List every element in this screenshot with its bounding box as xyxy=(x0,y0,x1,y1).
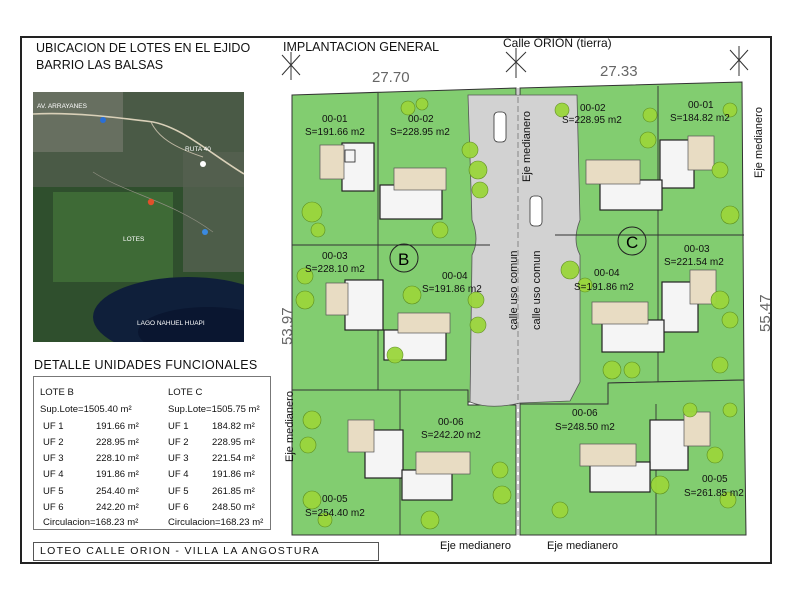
lote-b-uf: UF 4 xyxy=(43,469,64,480)
unit-c6-area: S=248.50 m2 xyxy=(555,422,615,433)
implantacion-title: IMPLANTACION GENERAL xyxy=(283,40,440,54)
lote-b-circ: Circulacion=168.23 m² xyxy=(43,517,139,528)
common-road-label-2: calle uso comun xyxy=(531,250,543,330)
lote-b-area: 228.10 m² xyxy=(96,453,139,464)
unit-b4-area: S=191.86 m2 xyxy=(422,284,482,295)
lote-c-uf: UF 3 xyxy=(168,453,189,464)
unit-c3-area: S=221.54 m2 xyxy=(664,257,724,268)
lote-c-area: 228.95 m² xyxy=(212,437,255,448)
lote-c-uf: UF 1 xyxy=(168,421,189,432)
lote-c-header: LOTE C xyxy=(168,387,203,398)
unit-c6-name: 00-06 xyxy=(572,408,598,419)
eje-medianero-bottom-left: Eje medianero xyxy=(440,540,511,552)
unit-b6-name: 00-06 xyxy=(438,417,464,428)
unit-c1-name: 00-01 xyxy=(688,100,714,111)
lot-b-label: B xyxy=(398,250,410,269)
lote-c-uf: UF 2 xyxy=(168,437,189,448)
lote-b-uf: UF 6 xyxy=(43,502,64,513)
lote-c-area: 221.54 m² xyxy=(212,453,255,464)
unit-c1-area: S=184.82 m2 xyxy=(670,113,730,124)
lote-c-uf: UF 4 xyxy=(168,469,189,480)
dim-left-side: 53.97 xyxy=(279,307,296,345)
unit-c2-name: 00-02 xyxy=(580,103,606,114)
street-label: Calle ORION (tierra) xyxy=(503,36,612,50)
lote-c-area: 261.85 m² xyxy=(212,486,255,497)
unit-b1-area: S=191.66 m2 xyxy=(305,127,365,138)
lote-b-uf: UF 3 xyxy=(43,453,64,464)
map-label-ruta: RUTA 40 xyxy=(185,146,211,153)
lote-b-area: 228.95 m² xyxy=(96,437,139,448)
lote-b-area: 242.20 m² xyxy=(96,502,139,513)
unit-b6-area: S=242.20 m2 xyxy=(421,430,481,441)
lote-c-uf: UF 5 xyxy=(168,486,189,497)
lote-b-area: 254.40 m² xyxy=(96,486,139,497)
lote-b-area: 191.66 m² xyxy=(96,421,139,432)
lote-c-area: 184.82 m² xyxy=(212,421,255,432)
unit-b1-name: 00-01 xyxy=(322,114,348,125)
detail-title: DETALLE UNIDADES FUNCIONALES xyxy=(34,358,258,372)
north-arrow-icon xyxy=(282,46,748,80)
lote-c-area: 248.50 m² xyxy=(212,502,255,513)
dim-right-side: 55.47 xyxy=(757,294,774,332)
map-label-av: AV. ARRAYANES xyxy=(37,103,87,110)
eje-medianero-center: Eje medianero xyxy=(521,111,533,182)
unit-b4-name: 00-04 xyxy=(442,271,468,282)
lote-c-circ: Circulacion=168.23 m² xyxy=(168,517,264,528)
dim-top-right: 27.33 xyxy=(600,63,638,80)
unit-b5-area: S=254.40 m2 xyxy=(305,508,365,519)
lote-b-area: 191.86 m² xyxy=(96,469,139,480)
unit-b5-name: 00-05 xyxy=(322,494,348,505)
eje-medianero-right: Eje medianero xyxy=(753,107,765,178)
unit-b3-area: S=228.10 m2 xyxy=(305,264,365,275)
unit-b2-area: S=228.95 m2 xyxy=(390,127,450,138)
lote-c-sup: Sup.Lote=1505.75 m² xyxy=(168,404,260,415)
unit-b2-name: 00-02 xyxy=(408,114,434,125)
lote-c-area: 191.86 m² xyxy=(212,469,255,480)
title-line-2: BARRIO LAS BALSAS xyxy=(36,58,164,72)
unit-b3-name: 00-03 xyxy=(322,251,348,262)
unit-c2-area: S=228.95 m2 xyxy=(562,115,622,126)
lote-b-sup: Sup.Lote=1505.40 m² xyxy=(40,404,132,415)
eje-medianero-left: Eje medianero xyxy=(284,391,296,462)
unit-c4-area: S=191.86 m2 xyxy=(574,282,634,293)
footer-title: LOTEO CALLE ORION - VILLA LA ANGOSTURA xyxy=(40,545,320,557)
lote-b-uf: UF 1 xyxy=(43,421,64,432)
unit-c4-name: 00-04 xyxy=(594,268,620,279)
lot-c-label: C xyxy=(626,233,639,252)
unit-c5-name: 00-05 xyxy=(702,474,728,485)
unit-c5-area: S=261.85 m2 xyxy=(684,488,744,499)
dim-top-left: 27.70 xyxy=(372,69,410,86)
map-label-lotes: LOTES xyxy=(123,236,145,243)
title-line-1: UBICACION DE LOTES EN EL EJIDO xyxy=(36,41,251,55)
lote-b-uf: UF 5 xyxy=(43,486,64,497)
lote-b-header: LOTE B xyxy=(40,387,74,398)
unit-c3-name: 00-03 xyxy=(684,244,710,255)
eje-medianero-bottom-right: Eje medianero xyxy=(547,540,618,552)
common-road-label-1: calle uso comun xyxy=(508,250,520,330)
map-label-lago: LAGO NAHUEL HUAPI xyxy=(137,320,205,327)
lote-b-uf: UF 2 xyxy=(43,437,64,448)
lote-c-uf: UF 6 xyxy=(168,502,189,513)
